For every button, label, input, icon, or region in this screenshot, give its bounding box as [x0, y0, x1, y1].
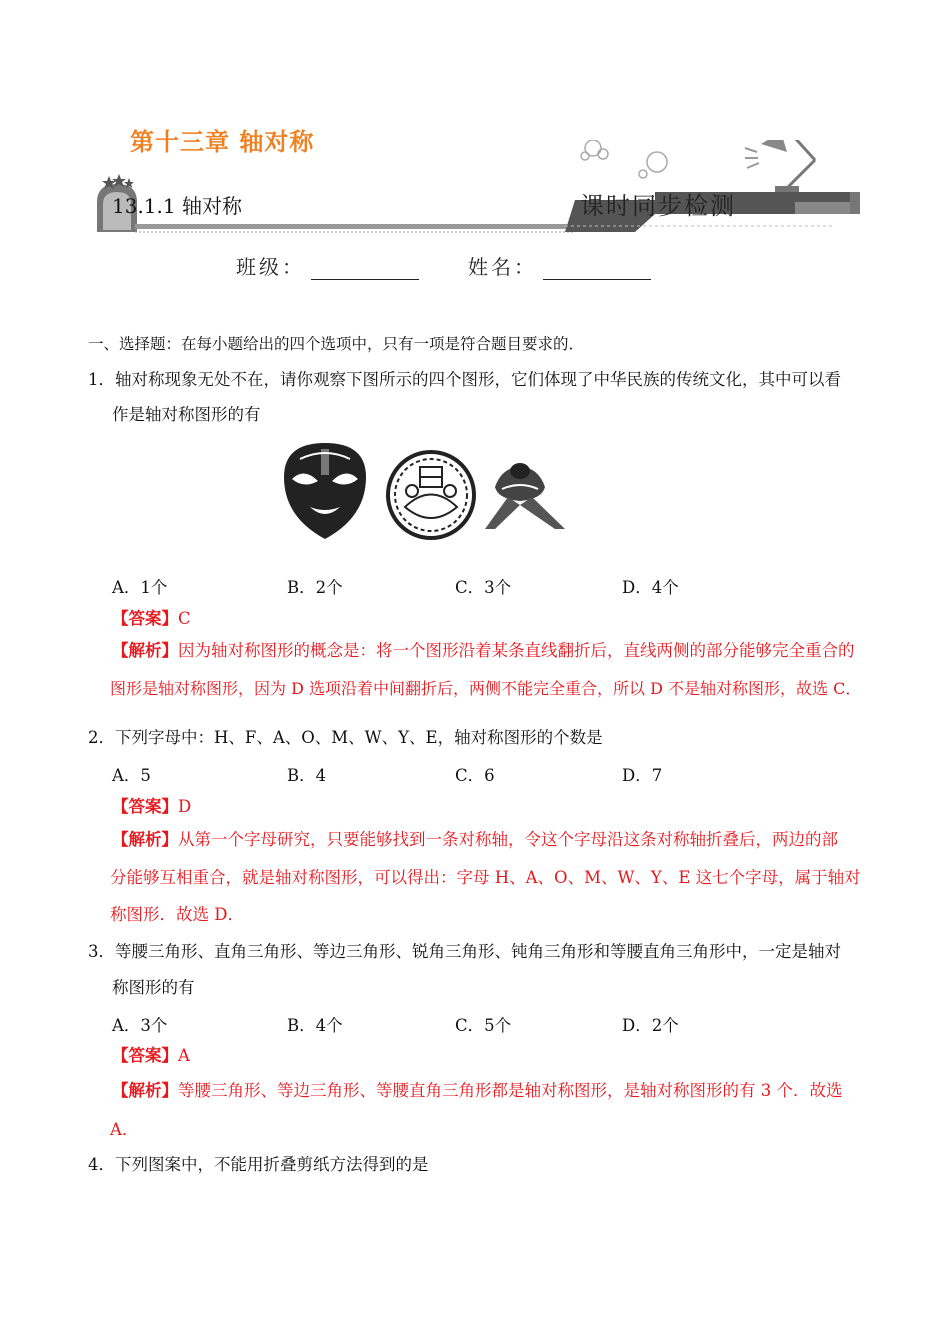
q1-answer [112, 609, 191, 629]
q1-analysis-label: 【解析】 [112, 641, 178, 660]
q3-option-b: B．4个 [287, 1016, 343, 1035]
q1-answer-label: 【答案】 [112, 609, 178, 628]
q1-analysis-text-2: 图形是轴对称图形，因为 D 选项沿着中间翻折后，两侧不能完全重合，所以 D 不是轴对称图形，故选 C． [110, 679, 862, 698]
q2-analysis-1 [112, 830, 838, 850]
q2-analysis-label: 【解析】 [112, 830, 178, 849]
q1-option-c: C．3个 [455, 578, 512, 597]
q2-option-d: D．7 [622, 766, 663, 785]
q3-answer [112, 1046, 190, 1066]
papercut-figure [388, 452, 474, 538]
class-field [236, 251, 419, 280]
q1-option-b: B．2个 [287, 578, 343, 597]
q3-option-d: D．2个 [622, 1016, 679, 1035]
name-label: 姓名： [468, 255, 537, 279]
q3-option-c: C．5个 [455, 1016, 512, 1035]
q1-option-a: A．1个 [112, 578, 168, 597]
q2-analysis-text-1: 从第一个字母研究，只要能够找到一条对称轴，令这个字母沿这条对称轴折叠后，两边的部 [178, 830, 838, 849]
q2-answer [112, 797, 191, 817]
q3-analysis-1 [112, 1081, 843, 1101]
q2-analysis-text-3: 称图形．故选 D． [110, 905, 244, 924]
q2-answer-value: D [178, 797, 192, 816]
q2-answer-label: 【答案】 [112, 797, 178, 816]
q3-analysis-label: 【解析】 [112, 1081, 178, 1100]
section-title: 13.1.1 轴对称 [112, 194, 242, 218]
q3-analysis-text-1: 等腰三角形、等边三角形、等腰直角三角形都是轴对称图形，是轴对称图形的有 3 个．故选 [178, 1081, 843, 1100]
q1-option-d: D．4个 [622, 578, 679, 597]
q2-option-b: B．4 [287, 766, 327, 785]
class-blank[interactable] [311, 261, 419, 280]
q1-answer-value: C [178, 609, 191, 628]
q3-line1: 3．等腰三角形、直角三角形、等边三角形、锐角三角形、钝角三角形和等腰直角三角形中，一定是轴对 [88, 942, 841, 961]
q1-figures [280, 437, 580, 552]
class-label: 班级： [236, 255, 305, 279]
q3-answer-value: A [178, 1046, 190, 1065]
q3-answer-label: 【答案】 [112, 1046, 178, 1065]
q1-analysis-text-1: 因为轴对称图形的概念是：将一个图形沿着某条直线翻折后，直线两侧的部分能够完全重合的 [178, 641, 855, 660]
q3-analysis-text-2: A． [110, 1120, 139, 1139]
brand-text: 课时同步检测 [580, 192, 736, 220]
chapter-title: 第十三章 轴对称 [130, 128, 315, 156]
name-blank[interactable] [543, 261, 651, 280]
q1-line2: 作是轴对称图形的有 [112, 405, 261, 424]
q1-line1: 1．轴对称现象无处不在，请你观察下图所示的四个图形，它们体现了中华民族的传统文化，其中可以看 [88, 370, 841, 389]
q2-line1: 2．下列字母中：H、F、A、O、M、W、Y、E，轴对称图形的个数是 [88, 728, 603, 747]
q2-option-a: A．5 [112, 766, 151, 785]
kite-figure [485, 463, 565, 529]
q2-analysis-text-2: 分能够互相重合，就是轴对称图形，可以得出：字母 H、A、O、M、W、Y、E 这七个字母，属于轴对 [110, 868, 861, 887]
q3-option-a: A．3个 [112, 1016, 168, 1035]
q1-analysis-1 [112, 641, 855, 661]
instructions: 一、选择题：在每小题给出的四个选项中，只有一项是符合题目要求的． [88, 335, 585, 353]
name-field [468, 251, 651, 280]
q2-option-c: C．6 [455, 766, 495, 785]
q4-line1: 4．下列图案中，不能用折叠剪纸方法得到的是 [88, 1155, 429, 1174]
q3-line2: 称图形的有 [112, 978, 195, 997]
opera-mask-figure [284, 443, 366, 539]
